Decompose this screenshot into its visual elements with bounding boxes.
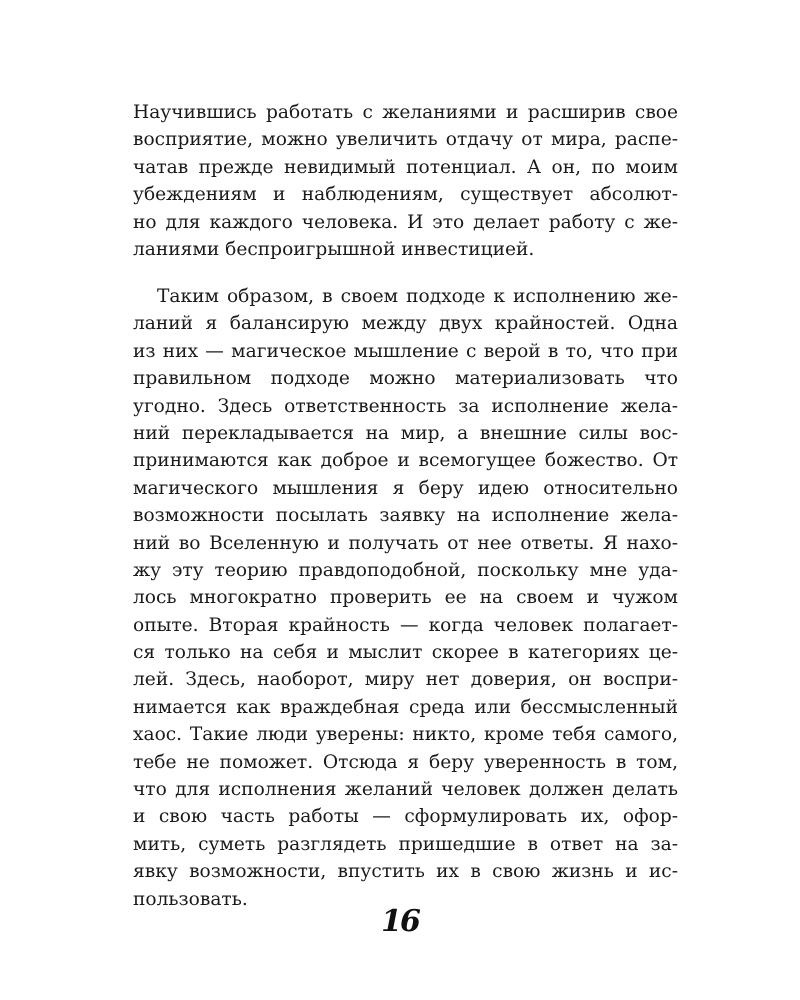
text-line: опыте. Вторая крайность — когда человек полагает- (133, 614, 678, 636)
text-line: Научившись работать с желаниями и расширив свое (133, 102, 678, 123)
page-number: 16 (381, 904, 419, 939)
text-line: жу эту теорию правдоподобной, поскольку мне уда- (133, 559, 678, 581)
text-line: магического мышления я беру идею относительно (133, 477, 678, 499)
text-line: хаос. Такие люди уверены: никто, кроме тебя самого, (133, 724, 678, 746)
text-line: лей. Здесь, наоборот, миру нет доверия, он воспри- (133, 669, 678, 691)
text-line: тебе не поможет. Отсюда я беру уверенность в том, (133, 751, 678, 773)
text-line: из них — магическое мышление с верой в то, что при (133, 340, 678, 362)
text-line: явку возможности, впустить их в свою жизнь и ис- (133, 861, 678, 883)
text-line: возможности посылать заявку на исполнение жела- (133, 505, 678, 527)
text-line: пользовать. (133, 888, 248, 910)
text-line: чатав прежде невидимый потенциал. А он, по моим (133, 156, 678, 178)
text-line: угодно. Здесь ответственность за исполнение жела- (133, 395, 678, 417)
text-line: что для исполнения желаний человек должен делать (133, 779, 678, 801)
paragraph-1 (133, 99, 678, 263)
paragraph-2 (133, 283, 678, 913)
text-line: ланий я балансирую между двух крайностей. Одна (133, 313, 678, 335)
text-line: но для каждого человека. И это делает работу с же- (133, 211, 678, 233)
text-line: нимается как враждебная среда или бессмысленный (133, 696, 678, 718)
text-line: и свою часть работы — сформулировать их, офор- (133, 806, 678, 828)
text-line: Таким образом, в своем подходе к исполнению же- (157, 286, 678, 307)
text-line: мить, суметь разглядеть пришедшие в ответ на за- (133, 833, 678, 855)
text-line: ний во Вселенную и получать от нее ответы. Я нахо- (133, 532, 678, 554)
text-line: убеждениям и наблюдениям, существует абсолют- (133, 184, 678, 206)
text-line: ний перекладывается на мир, а внешние силы вос- (133, 422, 678, 444)
text-line: ся только на себя и мыслит скорее в категориях це- (133, 642, 678, 664)
text-line: правильном подходе можно материализовать что (133, 368, 678, 390)
text-line: принимаются как доброе и всемогущее божество. От (133, 450, 678, 472)
text-line: восприятие, можно увеличить отдачу от мира, распе- (133, 129, 678, 151)
text-line: лось многократно проверить ее на своем и чужом (133, 587, 678, 609)
text-line: ланиями беспроигрышной инвестицией. (133, 238, 535, 260)
